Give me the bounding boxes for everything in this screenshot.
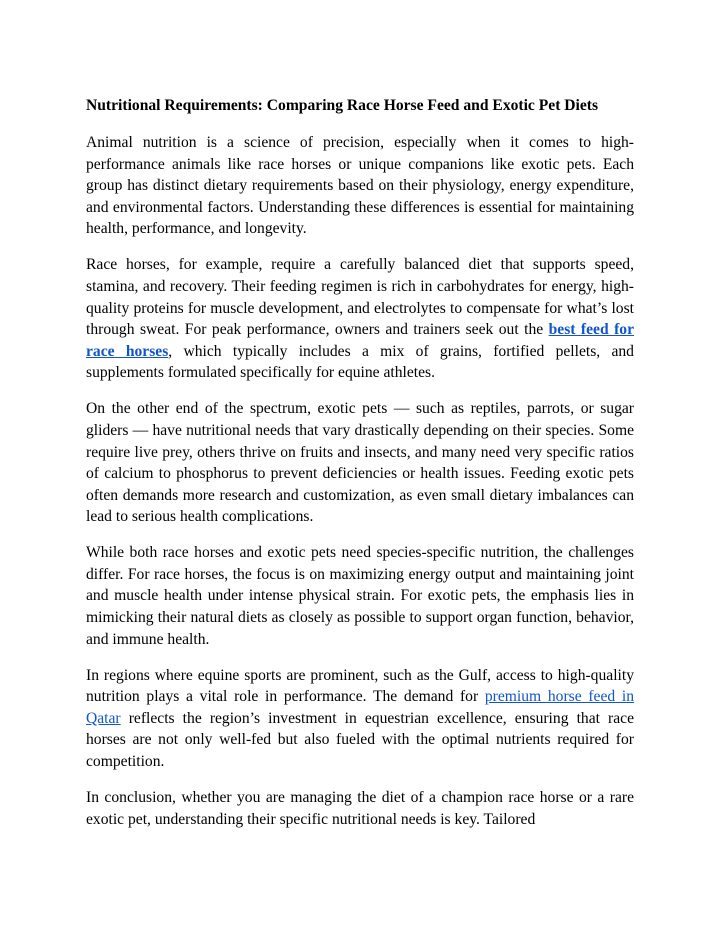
best-feed-for-race-horses-link[interactable]: best feed for race horses [86, 321, 634, 360]
premium-horse-feed-qatar-link[interactable]: premium horse feed in Qatar [86, 688, 635, 727]
paragraph-intro: Animal nutrition is a science of precision, especially when it comes to high-performance animals like race horses or unique companions like exotic pets. Each group has distinct dietary requirements based on their physiology, energy expenditure, and environmental factors. Understanding these differences is essential for maintaining health, performance, and longevity. [86, 134, 634, 238]
paragraph-exotic-pets: On the other end of the spectrum, exotic pets — such as reptiles, parrots, or sugar gliders — have nutritional needs that vary drastically depending on their species. Some require live prey, others thrive on fruits and insects, and many need very specific ratios of calcium to phosphorus to prevent deficiencies or health issues. Feeding exotic pets often demands more research and customization, as even small dietary imbalances can lead to serious health complications. [86, 400, 634, 526]
paragraph-conclusion: In conclusion, whether you are managing the diet of a champion race horse or a rare exotic pet, understanding their specific nutritional needs is key. Tailored [86, 788, 634, 828]
paragraph-gulf-region-text-before: In regions where equine sports are prominent, such as the Gulf, access to high-quality nutrition plays a vital role in performance. The demand for [86, 666, 634, 706]
document-page [86, 96, 634, 845]
paragraph-race-horses-text-before: Race horses, for example, require a carefully balanced diet that supports speed, stamina, and recovery. Their feeding regimen is rich in carbohydrates for energy, high-quality proteins for muscle development, and electrolytes to compensate for what’s lost through sweat. For peak performance, owners and trainers seek out the [86, 256, 634, 339]
paragraph-race-horses-text-after: , which typically includes a mix of grains, fortified pellets, and supplements formulated specifically for equine athletes. [86, 342, 634, 382]
document-title: Nutritional Requirements: Comparing Race Horse Feed and Exotic Pet Diets [86, 97, 599, 114]
paragraph-gulf-region-text-after: reflects the region’s investment in equestrian excellence, ensuring that race horses are not only well-fed but also fueled with the optimal nutrients required for competition. [86, 709, 634, 770]
paragraph-gulf-region [86, 665, 634, 773]
paragraph-comparison: While both race horses and exotic pets need species-specific nutrition, the challenges differ. For race horses, the focus is on maximizing energy output and maintaining joint and muscle health under intense physical strain. For exotic pets, the emphasis lies in mimicking their natural diets as closely as possible to support organ function, behavior, and immune health. [86, 544, 634, 648]
paragraph-race-horses [86, 254, 634, 384]
